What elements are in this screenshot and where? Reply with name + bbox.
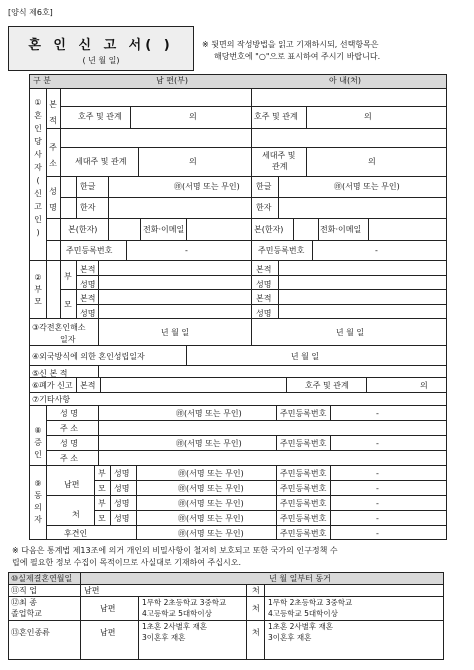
consent-sign-2[interactable]: ㊞(서명 또는 무인) [178, 484, 244, 493]
mother-bonjeok-label: 본적 [80, 294, 96, 303]
wife-edu-options-1[interactable]: 1무학 2초등학교 3중학교 [268, 598, 353, 607]
consent-jumin-1: 주민등록번호 [280, 469, 327, 478]
wife-mother-bonjeok: 본적 [256, 294, 272, 303]
consent-dash-5: - [376, 529, 379, 538]
stats-r12-label: ⑫최 종 [11, 598, 37, 607]
sec6-bonjeok: 본적 [80, 381, 96, 390]
stats-r12-label-2: 졸업학교 [11, 609, 42, 618]
wife-hoju-label: 호주 및 관계 [254, 112, 298, 121]
wife-seidaeju-ui: 의 [368, 157, 376, 166]
husband-sign[interactable]: ㊞(서명 또는 무인) [174, 182, 240, 191]
consent-jumin-2: 주민등록번호 [280, 484, 327, 493]
witness1-sign[interactable]: ㊞(서명 또는 무인) [176, 409, 242, 418]
consent-dash-3: - [376, 499, 379, 508]
husband-divorce-date[interactable]: 년 월 일 [160, 328, 190, 337]
witness1-jumin-dash: - [376, 409, 379, 418]
husband-jumin-dash: - [185, 246, 188, 255]
consent-guardian-label: 후견인 [64, 529, 88, 538]
consent-w-mo: 모 [98, 514, 106, 523]
husband-phone-label: 전화·이메일 [143, 225, 185, 234]
wife-hoju-ui: 의 [364, 112, 372, 121]
consent-wife-label: 처 [72, 510, 80, 519]
foreign-marriage-date[interactable]: 년 월 일 [290, 352, 320, 361]
husband-hoju-label: 호주 및 관계 [78, 112, 122, 121]
sec6-ui: 의 [420, 381, 428, 390]
husband-hangeul-label: 한글 [80, 182, 96, 191]
consent-name-3: 성명 [114, 499, 130, 508]
consent-jumin-5: 주민등록번호 [280, 529, 327, 538]
stats-r11-wife: 처 [252, 586, 260, 595]
witness2-name-label: 성 명 [60, 439, 78, 448]
sec2-mo: 모 [64, 300, 72, 309]
col-gubun: 구 분 [33, 76, 51, 85]
stats-r12-wife: 처 [252, 604, 260, 613]
page-title: 혼 인 신 고 서( ) [28, 38, 174, 53]
wife-edu-options-2[interactable]: 4고등학교 5대학이상 [268, 609, 338, 618]
wife-marriage-options-2[interactable]: 3이혼후 재혼 [268, 633, 312, 642]
consent-jumin-4: 주민등록번호 [280, 514, 327, 523]
wife-bon-label: 본(한자) [254, 225, 284, 234]
stats-r11-husband: 남편 [84, 586, 100, 595]
col-husband: 남 편(부) [156, 76, 188, 85]
sec5-label: ⑤신 본 적 [32, 369, 68, 378]
witness2-addr-label: 주 소 [60, 454, 78, 463]
father-name-label: 성명 [80, 280, 96, 289]
consent-husband-label: 남편 [64, 480, 80, 489]
husband-seidaeju-label: 세대주 및 관계 [75, 157, 127, 166]
sec3-label-1: ③각전혼인해소 [32, 323, 86, 332]
witness1-name-label: 성 명 [60, 409, 78, 418]
consent-jumin-3: 주민등록번호 [280, 499, 327, 508]
col-wife: 아 내(처) [329, 76, 361, 85]
stats-r13-husband: 남편 [100, 628, 116, 637]
father-bonjeok-label: 본적 [80, 265, 96, 274]
witness2-sign[interactable]: ㊞(서명 또는 무인) [176, 439, 242, 448]
wife-seidaeju-label-2: 관계 [272, 162, 288, 171]
notice-line-1: ※ 뒷면의 작성방법을 읽고 기재하시되, 선택항목은 [202, 40, 379, 49]
husband-hoju-ui: 의 [189, 112, 197, 121]
stats-r13-label: ⑬혼인종류 [11, 628, 50, 637]
sec8-label: ⑧ 증 인 [34, 426, 42, 459]
consent-dash-4: - [376, 514, 379, 523]
report-date-field[interactable]: ( 년 월 일) [82, 56, 120, 65]
wife-father-name: 성명 [256, 280, 272, 289]
consent-dash-2: - [376, 484, 379, 493]
form-number: [양식 제6호] [8, 8, 53, 17]
sec2-label: ② 부 모 [34, 273, 42, 306]
stats-r10-value[interactable]: 년 월 일부터 동거 [269, 574, 331, 583]
sec3-label-2: 일자 [60, 335, 76, 344]
consent-h-mo: 모 [98, 484, 106, 493]
witness1-jumin-label: 주민등록번호 [280, 409, 327, 418]
husband-edu-options-2[interactable]: 4고등학교 5대학이상 [142, 609, 212, 618]
witness1-addr-label: 주 소 [60, 424, 78, 433]
husband-edu-options-1[interactable]: 1무학 2초등학교 3중학교 [142, 598, 227, 607]
consent-w-bu: 부 [98, 499, 106, 508]
husband-marriage-options-1[interactable]: 1초혼 2사별후 재혼 [142, 622, 208, 631]
consent-dash-1: - [376, 469, 379, 478]
consent-name-1: 성명 [114, 469, 130, 478]
husband-seidaeju-ui: 의 [189, 157, 197, 166]
husband-jumin-label: 주민등록번호 [66, 246, 113, 255]
wife-phone-label: 전화·이메일 [320, 225, 362, 234]
consent-sign-5[interactable]: ㊞(서명 또는 무인) [178, 529, 244, 538]
wife-mother-name: 성명 [256, 309, 272, 318]
wife-jumin-dash: - [375, 246, 378, 255]
wife-seidaeju-label-1: 세대주 및 [262, 151, 296, 160]
sec9-label: ⑨ 동 의 자 [34, 479, 42, 524]
consent-h-bu: 부 [98, 469, 106, 478]
consent-name-2: 성명 [114, 484, 130, 493]
sec1-juso-label: 주 소 [49, 143, 57, 168]
husband-marriage-options-2[interactable]: 3이혼후 재혼 [142, 633, 186, 642]
stats-notice-1: ※ 다음은 통계법 제13조에 의거 개인의 비밀사항이 철저히 보호되고 또한 국가의 인구정책 수 [12, 546, 338, 555]
consent-sign-1[interactable]: ㊞(서명 또는 무인) [178, 469, 244, 478]
sec1-label: ① 혼 인 당 사 자 ( 신 고 인 ) [34, 98, 42, 237]
consent-name-4: 성명 [114, 514, 130, 523]
sec6-hoju: 호주 및 관계 [305, 381, 349, 390]
wife-divorce-date[interactable]: 년 월 일 [335, 328, 365, 337]
witness2-jumin-label: 주민등록번호 [280, 439, 327, 448]
stats-r13-wife: 처 [252, 628, 260, 637]
sec6-label: ⑥폐가 신고 [32, 381, 73, 390]
wife-hangeul-label: 한글 [256, 182, 272, 191]
stats-notice-2: 립에 필요한 정보 수집이 목적이므로 사실대로 기재하여 주십시오. [12, 558, 241, 567]
stats-r12-husband: 남편 [100, 604, 116, 613]
stats-r10-label: ⑩실제결혼연월일 [11, 574, 73, 583]
wife-father-bonjeok: 본적 [256, 265, 272, 274]
wife-hanja-label: 한자 [256, 203, 272, 212]
sec1-name-label: 성 명 [49, 187, 57, 212]
wife-jumin-label: 주민등록번호 [258, 246, 305, 255]
sec4-label: ④외국방식에 의한 혼인성립일자 [32, 352, 145, 361]
sec1-bonjeok-label: 본 적 [49, 100, 57, 125]
consent-sign-4[interactable]: ㊞(서명 또는 무인) [178, 514, 244, 523]
wife-sign[interactable]: ㊞(서명 또는 무인) [334, 182, 400, 191]
notice-line-2: 해당번호에 "○"으로 표시하여 주시기 바랍니다. [214, 52, 381, 61]
stats-r11-label: ⑪직 업 [11, 586, 37, 595]
wife-marriage-options-1[interactable]: 1초혼 2사별후 재혼 [268, 622, 334, 631]
consent-sign-3[interactable]: ㊞(서명 또는 무인) [178, 499, 244, 508]
stats-table [8, 572, 444, 660]
witness2-jumin-dash: - [376, 439, 379, 448]
sec2-bu: 부 [64, 272, 72, 281]
mother-name-label: 성명 [80, 309, 96, 318]
sec7-label: ⑦기타사항 [32, 395, 71, 404]
husband-bon-label: 본(한자) [68, 225, 98, 234]
husband-hanja-label: 한자 [80, 203, 96, 212]
